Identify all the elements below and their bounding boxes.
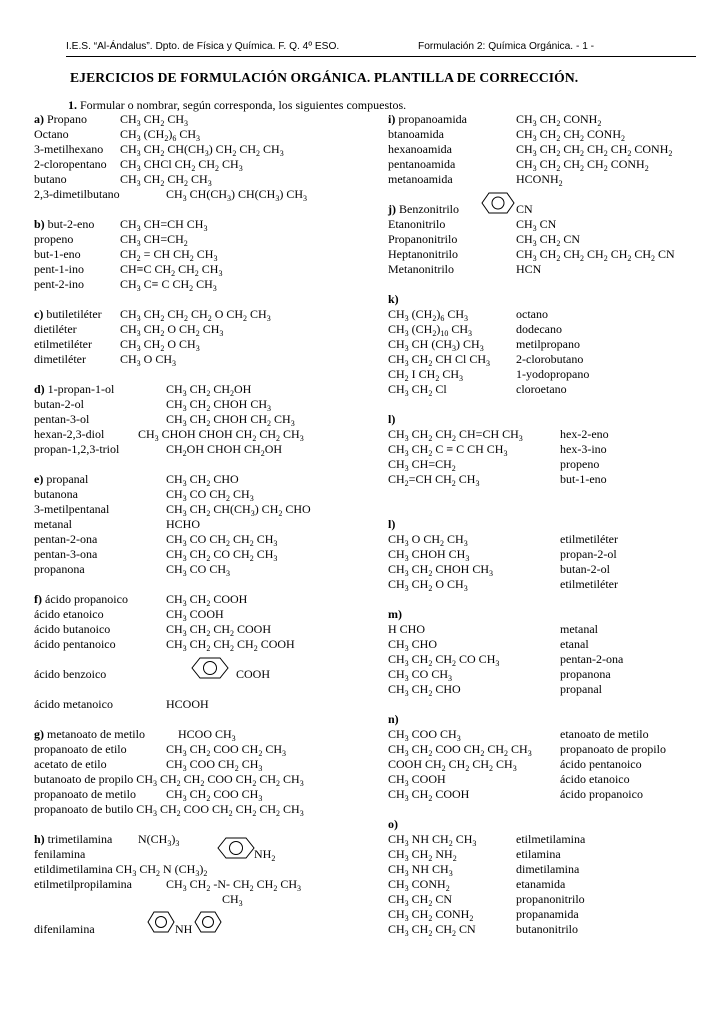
text-line: etilamina	[516, 847, 561, 861]
text-line: l)	[388, 517, 396, 531]
text-line: $CH_3$ $CH_2$ $NH_2$	[388, 847, 457, 863]
text-line: metanoamida	[388, 172, 453, 186]
text-line: 3-metilhexano	[34, 142, 104, 156]
benzene-ring-icon	[480, 191, 516, 215]
text-line: hexan-2,3-diol	[34, 427, 105, 441]
text-line: $CH_3$ $CH_2$ $CONH_2$	[516, 112, 602, 128]
text-line: HCN	[516, 262, 542, 276]
text-line: $CH_3$ COOH	[166, 607, 224, 623]
text-line: $CH_3$ $(CH_2)_6$ $CH_3$	[120, 127, 201, 143]
text-line: etildimetilamina $CH_3$ $CH_2$ N $(CH_3)_2$	[34, 862, 208, 878]
text-line: $CH_3$ $CH_2$ $CH_2$ CN	[388, 922, 476, 938]
text-line: $CH_3$ CO $CH_3$	[166, 562, 231, 578]
text-line: dimetiléter	[34, 352, 86, 366]
text-line: 3-metilpentanal	[34, 502, 110, 516]
header-rule	[66, 56, 696, 57]
page-header	[66, 40, 696, 56]
text-line: $CH_3$ $CH_2$ $CONH_2$	[388, 907, 474, 923]
text-line: d) 1-propan-1-ol	[34, 382, 115, 396]
text-line: $CH_3$ COO $CH_2$ $CH_3$	[166, 757, 263, 773]
text-line: CN	[516, 202, 533, 216]
text-line: butan-2-ol	[34, 397, 84, 411]
text-line: $CH_3$ CHCl $CH_2$ $CH_2$ $CH_3$	[120, 157, 243, 173]
text-line: $CH_3$ $CH_2$ $CH_2$ $CH_2$ $CH_2$ $CH_2$ CN	[516, 247, 675, 263]
text-line: propeno	[34, 232, 74, 246]
text-line: propanona	[560, 667, 611, 681]
text-line: dietiléter	[34, 322, 77, 336]
text-line: $CH_3$ $CH_2$ $CH(CH_3)$ $CH_2$ CHO	[166, 502, 311, 518]
text-line: NH	[175, 922, 193, 936]
text-line: hexanoamida	[388, 142, 452, 156]
text-line: propanoato de metilo	[34, 787, 136, 801]
text-line: $N(CH_3)_3$	[138, 832, 180, 848]
text-line: $CH_3$ $CONH_2$	[388, 877, 450, 893]
instruction-number: 1.	[68, 98, 77, 112]
text-line: c) butiletiléter	[34, 307, 102, 321]
text-line: $CH_2$ = CH $CH_2$ $CH_3$	[120, 247, 218, 263]
text-line: $CH_2$ I $CH_2$ $CH_3$	[388, 367, 464, 383]
text-line: $CH_3$ $CH_2$ CHO	[388, 682, 461, 698]
text-line: etilmetiléter	[34, 337, 92, 351]
text-line: pentan-2-ona	[560, 652, 624, 666]
text-line: butanonitrilo	[516, 922, 578, 936]
text-line: $CH_3$ CHOH CHOH $CH_2$ $CH_2$ $CH_3$	[138, 427, 304, 443]
text-line: HCOO $CH_3$	[178, 727, 236, 743]
text-line: ácido pentanoico	[560, 757, 642, 771]
text-line: g) metanoato de metilo	[34, 727, 145, 741]
text-line: fenilamina	[34, 847, 86, 861]
text-line: $CH_3$ CO $CH_2$ $CH_2$ $CH_3$	[166, 532, 278, 548]
text-line: $CH_3$ $(CH_2)_{10}$ $CH_3$	[388, 322, 473, 338]
text-line: $CH_3$ CH $(CH_3)$ $CH_3$	[388, 337, 484, 353]
text-line: $CH_3$ $CH_2$ COO $CH_3$	[166, 787, 263, 803]
text-line: e) propanal	[34, 472, 89, 486]
benzene-ring-icon	[146, 910, 176, 934]
text-line: butan-2-ol	[560, 562, 610, 576]
text-line: ácido pentanoico	[34, 637, 116, 651]
page-title: EJERCICIOS DE FORMULACIÓN ORGÁNICA. PLANTILLA DE CORRECCIÓN.	[70, 70, 579, 85]
text-line: $CH_3$ $CH_2$ C ≡ C CH $CH_3$	[388, 442, 508, 458]
text-line: $CH_3$ $CH_2$ CHOH $CH_2$ $CH_3$	[166, 412, 295, 428]
text-line: $CH_3$ $(CH_2)_6$ $CH_3$	[388, 307, 469, 323]
text-line: butanona	[34, 487, 78, 501]
text-line: $CH_3$ NH $CH_2$ $CH_3$	[388, 832, 477, 848]
text-line: 2-clorobutano	[516, 352, 584, 366]
header-left-text: I.E.S. “Al-Ándalus”. Dpto. de Física y Química. F. Q. 4º ESO.	[66, 41, 340, 52]
text-line: o)	[388, 817, 398, 831]
text-line: $CH_3$ $CH_2$ $CH_2$ $CH_2$ $CH_2$ $CONH_2$	[516, 142, 673, 158]
text-line: $CH_3$ $CH_2$ CH Cl $CH_3$	[388, 352, 491, 368]
text-line: HCHO	[166, 517, 201, 531]
text-line: a) Propano	[34, 112, 87, 126]
text-line: ácido etanoico	[34, 607, 104, 621]
text-line: pentan-2-ona	[34, 532, 98, 546]
header-right-text: Formulación 2: Química Orgánica. - 1 -	[418, 41, 595, 52]
text-line: COOH $CH_2$ $CH_2$ $CH_2$ $CH_3$	[388, 757, 517, 773]
text-line: $CH_3$ COOH	[388, 772, 446, 788]
text-line: metanal	[560, 622, 598, 636]
text-line: $CH_3$ $CH_2$ $CH_2$ $CH_3$	[120, 172, 212, 188]
text-line: propanoato de propilo	[560, 742, 666, 756]
text-line: octano	[516, 307, 548, 321]
text-line: ácido butanoico	[34, 622, 111, 636]
text-line: Octano	[34, 127, 69, 141]
text-line: COOH	[236, 667, 271, 681]
text-line: 2-cloropentano	[34, 157, 107, 171]
text-line: etanamida	[516, 877, 566, 891]
text-line: etanal	[560, 637, 589, 651]
text-line: $CH_3$ $CH=CH_2$	[120, 232, 188, 248]
text-line: propeno	[560, 457, 600, 471]
text-line: pentan-3-ona	[34, 547, 98, 561]
text-line: h) trimetilamina	[34, 832, 113, 846]
text-line: l)	[388, 412, 396, 426]
text-line: acetato de etilo	[34, 757, 107, 771]
instruction-text: Formular o nombrar, según corresponda, los siguientes compuestos.	[77, 98, 407, 112]
text-line: ácido propanoico	[560, 787, 643, 801]
benzene-ring-icon	[193, 910, 223, 934]
text-line: $CH_3$ O $CH_2$ $CH_3$	[388, 532, 468, 548]
text-line: ácido metanoico	[34, 697, 113, 711]
text-line: metilpropano	[516, 337, 580, 351]
text-line: $CH_3$ $CH_2$ $CH_2$ $CH_2$ $CONH_2$	[516, 157, 649, 173]
text-line: $CH_3$ $CH_2$ O $CH_3$	[388, 577, 468, 593]
text-line: hex-3-ino	[560, 442, 607, 456]
text-line: Etanonitrilo	[388, 217, 446, 231]
text-line: $CH_3$ $CH=CH_2$	[388, 457, 456, 473]
text-line: ácido benzoico	[34, 667, 107, 681]
text-line: $HCONH_2$	[516, 172, 563, 188]
text-line: btanoamida	[388, 127, 444, 141]
text-line: $CH_3$ CO $CH_3$	[388, 667, 453, 683]
text-line: $NH_2$	[254, 847, 276, 863]
text-line: $CH_3$ $CH_2$ COO $CH_2$ $CH_3$	[166, 742, 287, 758]
text-line: $CH_3$ $CH_2$ CHOH $CH_3$	[388, 562, 494, 578]
text-line: metanal	[34, 517, 72, 531]
text-line: $CH_3$ $CH_2$ $CH_2$ CH=CH $CH_3$	[388, 427, 523, 443]
benzene-ring-icon	[216, 836, 256, 860]
text-line: $CH_3$ $CH_2$ COOH	[166, 592, 248, 608]
text-line: $CH_3$ CHO	[388, 637, 438, 653]
text-line: propan-2-ol	[560, 547, 617, 561]
text-line: m)	[388, 607, 402, 621]
text-line: $CH_3$ $CH_2$ $CH_2$ $CH_2$ O $CH_2$ $CH_3$	[120, 307, 271, 323]
text-line: HCOOH	[166, 697, 209, 711]
text-line: butanoato de propilo $CH_3$ $CH_2$ $CH_2$ COO $CH_2$ $CH_2$ $CH_3$	[34, 772, 304, 788]
text-line: $CH_3$ $CH_2$ $CH_3$	[120, 112, 189, 128]
text-line: difenilamina	[34, 922, 95, 936]
text-line: dodecano	[516, 322, 562, 336]
text-line: $CH_3$ $CH_2$ Cl	[388, 382, 447, 398]
text-line: hex-2-eno	[560, 427, 609, 441]
text-line: f) ácido propanoico	[34, 592, 128, 606]
text-line: propanoato de etilo	[34, 742, 127, 756]
text-line: $CH_3$ $CH_2$ CHO	[166, 472, 239, 488]
text-line: pent-1-ino	[34, 262, 84, 276]
text-line: $CH_3$ $CH_2$ CHOH $CH_3$	[166, 397, 272, 413]
text-line: pentan-3-ol	[34, 412, 90, 426]
text-line: CH≡C $CH_2$ $CH_2$ $CH_3$	[120, 262, 223, 278]
text-line: $CH_3$ NH $CH_3$	[388, 862, 453, 878]
text-line: $CH_3$ $CH_2$ O $CH_2$ $CH_3$	[120, 322, 224, 338]
text-line: $CH_3$ $CH_2$ CN	[388, 892, 453, 908]
text-line: etilmetiléter	[560, 532, 618, 546]
text-line: cloroetano	[516, 382, 567, 396]
text-line: propanamida	[516, 907, 579, 921]
text-line: $CH_3$ O $CH_3$	[120, 352, 177, 368]
text-line: $CH_3$ $CH_2$ -N- $CH_2$ $CH_2$ $CH_3$	[166, 877, 302, 893]
text-line: $CH_3$ CHOH $CH_3$	[388, 547, 470, 563]
text-line: etanoato de metilo	[560, 727, 649, 741]
text-line: i) propanoamida	[388, 112, 467, 126]
text-line: $CH_3$ $CH_2$ COOH	[388, 787, 470, 803]
text-line: but-1-eno	[560, 472, 607, 486]
text-line: propanonitrilo	[516, 892, 585, 906]
text-line: propanona	[34, 562, 85, 576]
benzene-ring-icon	[190, 656, 230, 680]
text-line: $CH_3$	[222, 892, 243, 908]
text-line: pentanoamida	[388, 157, 456, 171]
text-line: ácido etanoico	[560, 772, 630, 786]
text-line: Propanonitrilo	[388, 232, 458, 246]
text-line: n)	[388, 712, 399, 726]
text-line: $CH_3$ $CH_2$ CN	[516, 232, 581, 248]
text-line: etilmetilpropilamina	[34, 877, 132, 891]
text-line: propanoato de butilo $CH_3$ $CH_2$ COO $CH_2$ $CH_2$ $CH_2$ $CH_3$	[34, 802, 304, 818]
text-line: $CH_3$ $CH(CH_3)$ $CH(CH_3)$ $CH_3$	[166, 187, 308, 203]
text-line: 2,3-dimetilbutano	[34, 187, 120, 201]
text-line: Metanonitrilo	[388, 262, 454, 276]
text-line: $CH_3$ CH=CH $CH_3$	[120, 217, 208, 233]
text-line: but-1-eno	[34, 247, 81, 261]
text-line: b) but-2-eno	[34, 217, 95, 231]
instruction	[68, 98, 406, 113]
text-line: propanal	[560, 682, 602, 696]
text-line: $CH_3$ $CH_2$ CO $CH_2$ $CH_3$	[166, 547, 278, 563]
text-line: $CH_3$ $CH_2$ O $CH_3$	[120, 337, 200, 353]
text-line: $CH_3$ $CH_2$ $CH_2$ CO $CH_3$	[388, 652, 500, 668]
text-line: $CH_2=CH$ $CH_2$ $CH_3$	[388, 472, 480, 488]
text-line: $CH_3$ $CH_2$ $CH_2OH$	[166, 382, 252, 398]
text-line: $CH_3$ CO $CH_2$ $CH_3$	[166, 487, 254, 503]
text-line: etilmetiléter	[560, 577, 618, 591]
text-line: $CH_3$ $CH_2$ $CH(CH_3)$ $CH_2$ $CH_2$ $CH_3$	[120, 142, 284, 158]
text-line: k)	[388, 292, 399, 306]
text-line: $CH_3$ C≡ C $CH_2$ $CH_3$	[120, 277, 217, 293]
text-line: $CH_3$ $CH_2$ COO $CH_2$ $CH_2$ $CH_3$	[388, 742, 532, 758]
text-line: $CH_3$ CN	[516, 217, 557, 233]
text-line: butano	[34, 172, 67, 186]
text-line: etilmetilamina	[516, 832, 586, 846]
text-line: H CHO	[388, 622, 426, 636]
text-line: dimetilamina	[516, 862, 580, 876]
text-line: $CH_2OH$ CHOH $CH_2OH$	[166, 442, 283, 458]
text-line: Heptanonitrilo	[388, 247, 458, 261]
text-line: propan-1,2,3-triol	[34, 442, 120, 456]
text-line: $CH_3$ $CH_2$ $CH_2$ COOH	[166, 622, 272, 638]
text-line: $CH_3$ $CH_2$ $CH_2$ $CONH_2$	[516, 127, 626, 143]
text-line: $CH_3$ $CH_2$ $CH_2$ $CH_2$ COOH	[166, 637, 295, 653]
text-line: 1-yodopropano	[516, 367, 590, 381]
text-line: j) Benzonitrilo	[388, 202, 459, 216]
text-line: $CH_3$ COO $CH_3$	[388, 727, 461, 743]
text-line: pent-2-ino	[34, 277, 84, 291]
